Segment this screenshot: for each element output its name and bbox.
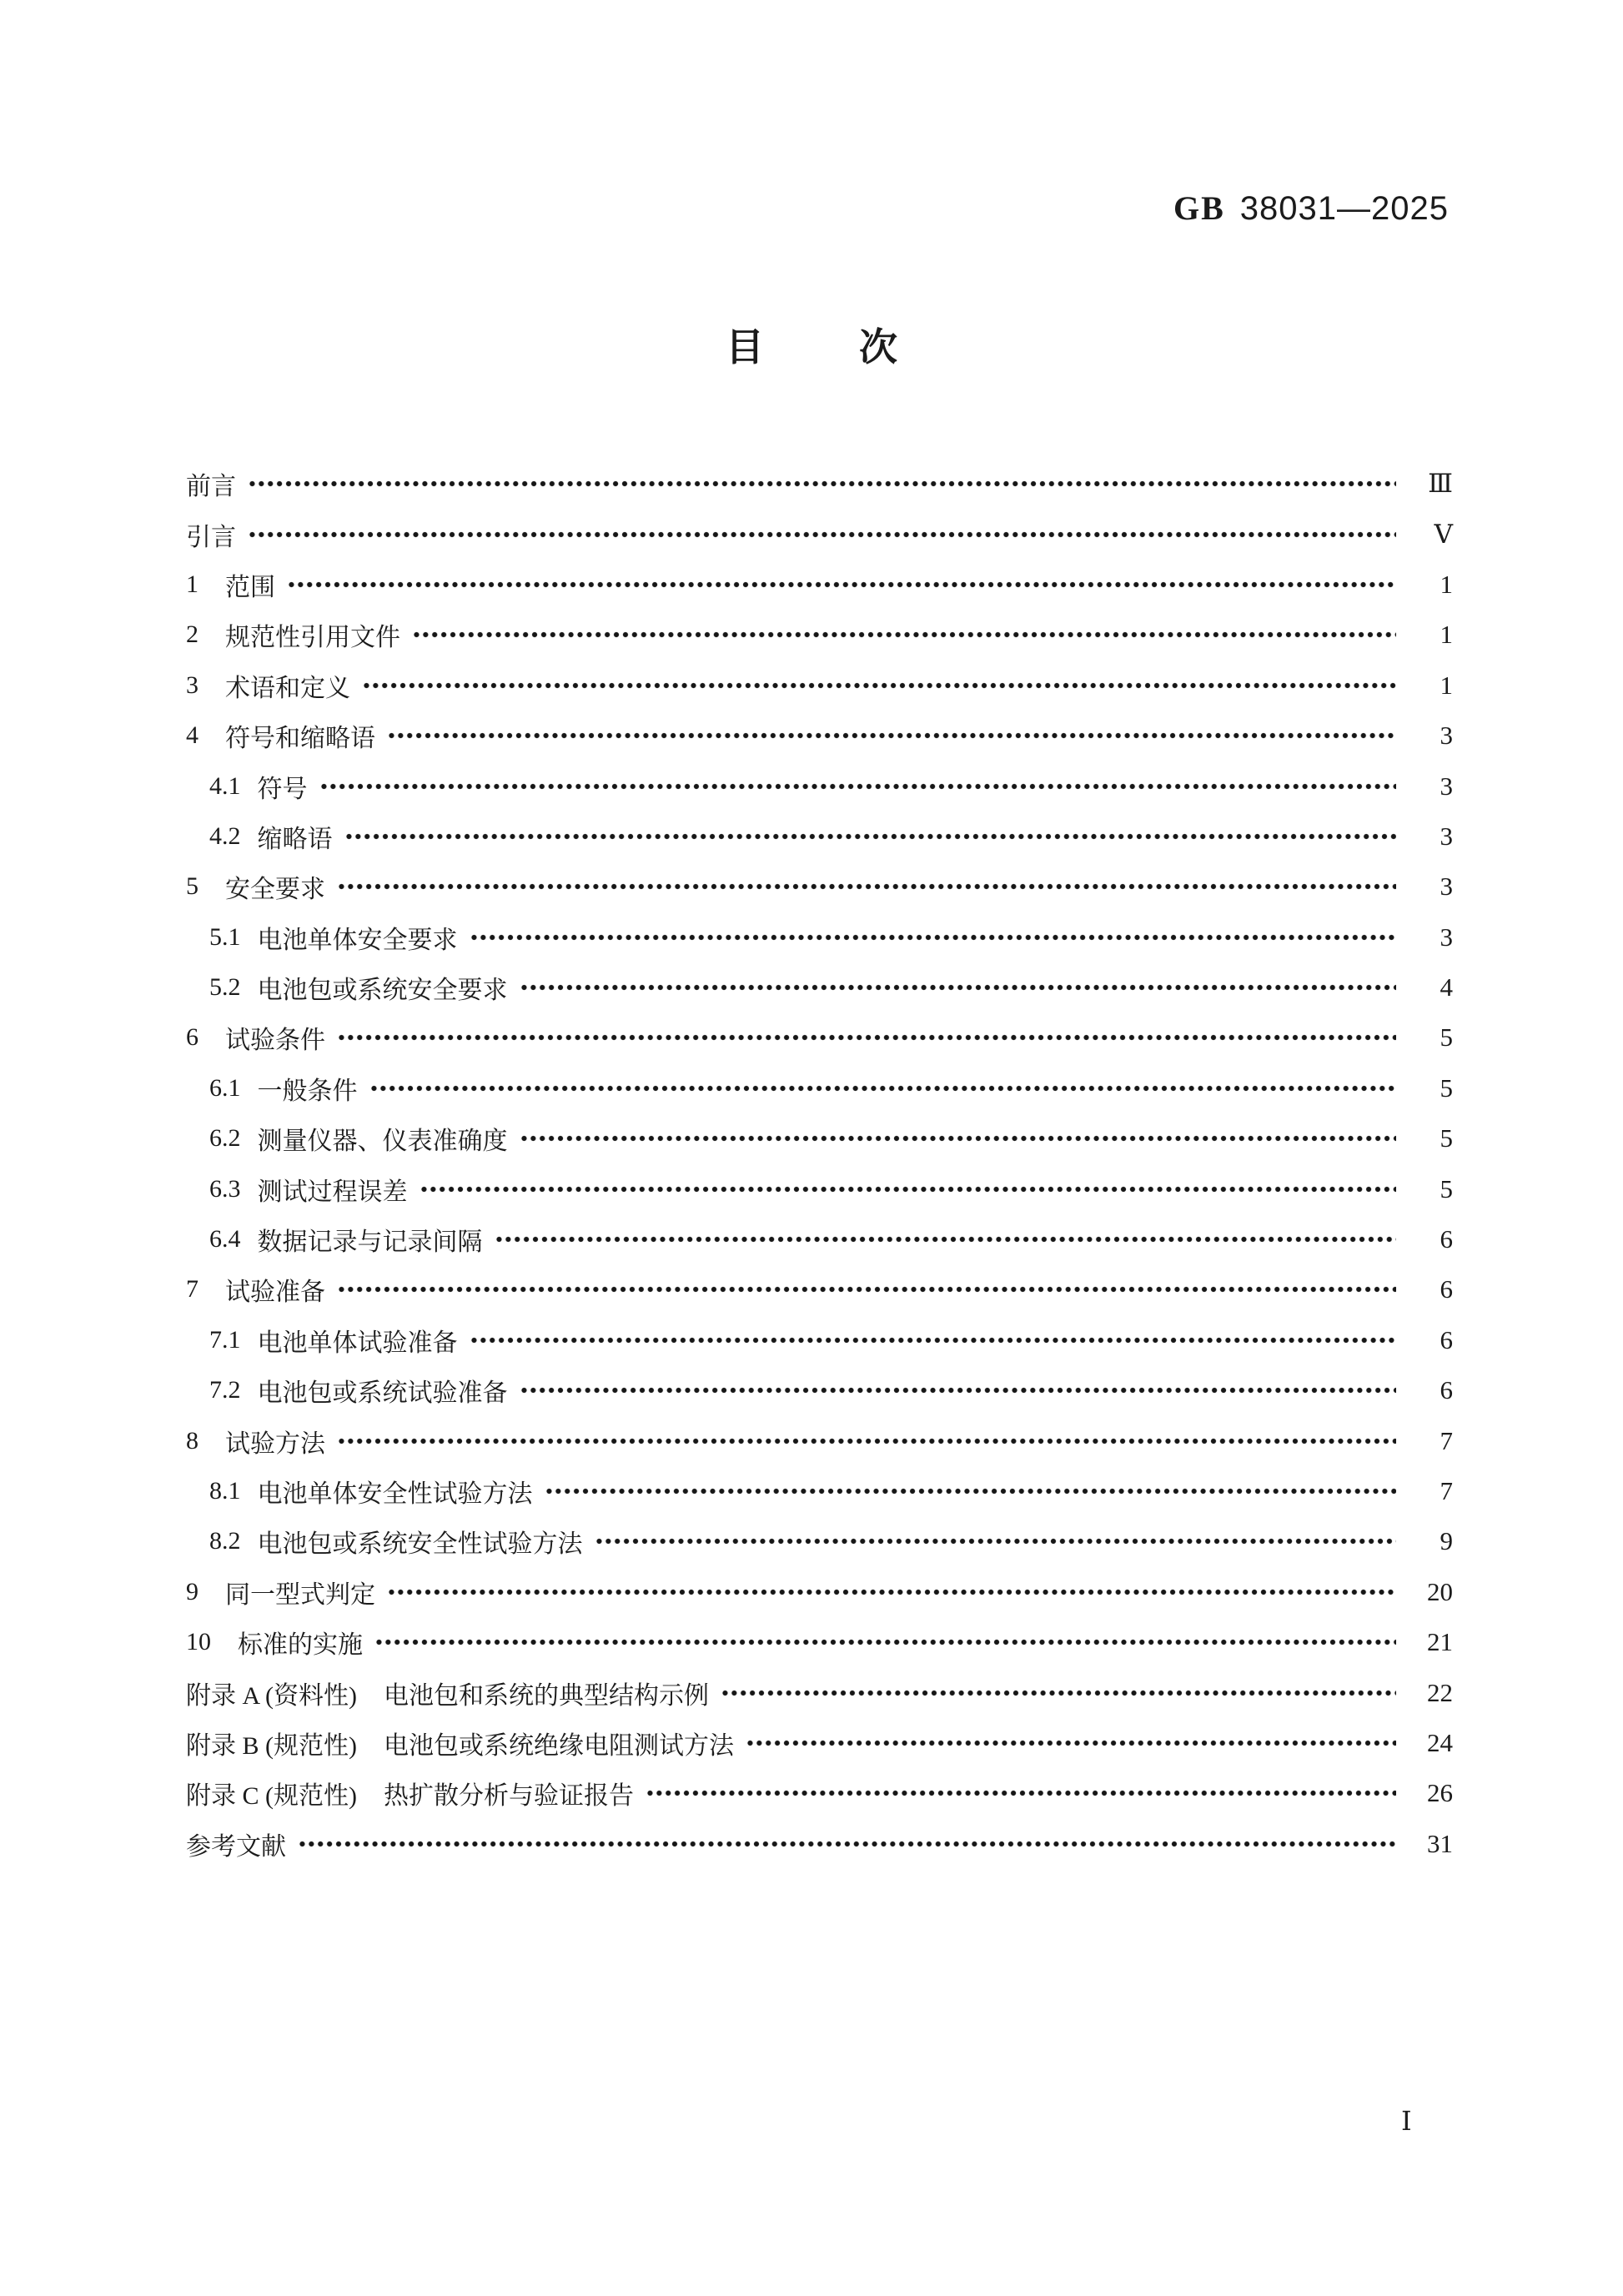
toc-entry-page: 3 [1440,821,1453,851]
toc-entry-label: 标准的实施 [238,1631,363,1660]
toc-entry [186,1667,1453,1717]
page-title-char-first: 目 [726,325,764,369]
toc-entry-label: 电池单体安全要求 [257,926,458,954]
standard-code-prefix: GB [1173,189,1225,227]
toc-entry [186,1264,1453,1314]
toc-dot-leader [470,1327,1397,1354]
toc-entry-label: 电池包或系统安全性试验方法 [257,1530,583,1559]
toc-entry [186,1466,1453,1516]
toc-entry-label: 参考文献 [186,1832,286,1861]
toc-dot-leader [287,571,1396,598]
toc-dot-leader [248,470,1396,497]
toc-entry-number: 10 [186,1628,211,1656]
toc-entry [186,560,1453,610]
toc-list [186,459,1453,1869]
toc-entry-label: 电池包或系统安全要求 [257,977,508,1005]
toc-entry-page: 6 [1440,1375,1453,1405]
toc-entry-page: 3 [1440,922,1453,952]
toc-entry-number: 6.1 [209,1073,241,1102]
toc-entry [186,1516,1453,1566]
toc-dot-leader [387,1579,1396,1605]
toc-entry-label: 数据记录与记录间隔 [257,1228,483,1257]
toc-entry-number: 6.3 [209,1174,241,1203]
toc-entry-number: 6.2 [209,1124,241,1153]
toc-dot-leader [520,974,1397,1001]
toc-entry-page: 21 [1427,1627,1453,1657]
toc-entry [186,1012,1453,1063]
toc-entry [186,1617,1453,1667]
toc-entry [186,962,1453,1012]
toc-entry-page: 3 [1440,872,1453,902]
toc-entry [186,1819,1453,1869]
toc-entry-label: 试验准备 [225,1279,325,1307]
toc-entry-page: 24 [1427,1727,1453,1757]
toc-entry-number: 7.1 [209,1325,241,1354]
toc-dot-leader [545,1478,1397,1505]
toc-entry-label: 同一型式判定 [225,1580,375,1609]
toc-entry-page: 6 [1440,1324,1453,1354]
toc-entry [186,1113,1453,1163]
toc-entry-page: 1 [1440,569,1453,599]
toc-dot-leader [420,1176,1397,1203]
toc-entry [186,661,1453,711]
standard-number: 38031—2025 [1239,190,1449,227]
toc-entry-page: 6 [1440,1224,1453,1254]
toc-entry-number: 附录 A (资料性) [186,1681,357,1710]
toc-entry-label: 电池包或系统绝缘电阻测试方法 [384,1731,734,1760]
toc-entry-label: 范围 [225,573,275,601]
toc-dot-leader [387,722,1396,749]
toc-entry [186,1315,1453,1365]
toc-entry-page: 1 [1440,670,1453,700]
toc-entry-page: 31 [1427,1828,1453,1858]
toc-entry-label: 术语和定义 [225,674,350,702]
toc-dot-leader [495,1226,1397,1253]
toc-dot-leader [721,1680,1396,1706]
toc-entry-label: 试验方法 [225,1429,325,1458]
toc-entry-page: 5 [1440,1173,1453,1203]
toc-entry-page: 3 [1440,721,1453,751]
toc-entry [186,1214,1453,1264]
toc-entry-number: 1 [186,570,198,598]
toc-entry-label: 安全要求 [225,876,325,904]
toc-dot-leader [520,1125,1397,1152]
toc-entry-number: 7 [186,1275,198,1304]
toc-dot-leader [337,1428,1396,1454]
toc-entry-page: 5 [1440,1123,1453,1153]
toc-entry-page: 3 [1440,771,1453,801]
toc-entry-page: 22 [1427,1677,1453,1707]
toc-entry-label: 测试过程误差 [257,1178,408,1206]
toc-entry-page: 1 [1440,620,1453,650]
toc-entry-number: 4.1 [209,771,241,800]
toc-entry-label: 规范性引用文件 [225,624,400,652]
toc-entry-label: 热扩散分析与验证报告 [384,1782,634,1811]
page-title [0,325,1623,369]
toc-entry-number: 6.4 [209,1225,241,1254]
toc-entry [186,1415,1453,1465]
toc-entry [186,711,1453,761]
toc-dot-leader [646,1780,1396,1806]
toc-entry [186,1567,1453,1617]
toc-entry-number: 6 [186,1023,198,1052]
page-title-char-second: 次 [859,325,897,369]
toc-entry [186,811,1453,862]
toc-entry-label: 符号 [257,775,308,803]
toc-entry-number: 附录 B (规范性) [186,1731,357,1760]
toc-entry-page: 7 [1440,1425,1453,1455]
toc-entry-number: 8.1 [209,1477,241,1505]
toc-entry-page: 5 [1440,1022,1453,1053]
toc-entry [186,1163,1453,1213]
toc-entry [186,1063,1453,1113]
toc-dot-leader [746,1730,1396,1756]
toc-dot-leader [412,621,1396,648]
toc-dot-leader [595,1528,1397,1555]
toc-entry-label: 电池包或系统试验准备 [257,1379,508,1408]
toc-entry-number: 5.1 [209,922,241,951]
toc-entry [186,1718,1453,1768]
toc-dot-leader [337,873,1396,900]
toc-entry-label: 前言 [186,473,236,501]
toc-entry-page: 7 [1440,1476,1453,1505]
toc-entry-number: 2 [186,620,198,649]
toc-entry-page: 6 [1440,1274,1453,1304]
toc-dot-leader [337,1276,1396,1303]
toc-entry-label: 一般条件 [257,1077,358,1105]
toc-entry-label: 测量仪器、仪表准确度 [257,1128,508,1156]
toc-entry-number: 4 [186,721,198,750]
toc-entry [186,761,1453,811]
toc-entry-label: 试验条件 [225,1027,325,1055]
toc-entry-number: 9 [186,1577,198,1605]
standard-code-header [1173,188,1449,228]
toc-entry-page: 26 [1427,1778,1453,1808]
toc-entry [186,1365,1453,1415]
toc-entry-page: 9 [1440,1526,1453,1556]
toc-entry [186,509,1453,559]
toc-dot-leader [470,924,1397,951]
toc-entry-label: 电池单体试验准备 [257,1329,458,1357]
toc-entry-page: 5 [1440,1073,1453,1103]
toc-entry-page: Ⅲ [1428,469,1453,499]
toc-dot-leader [344,823,1397,850]
toc-entry [186,459,1453,509]
toc-entry-label: 电池单体安全性试验方法 [257,1480,533,1508]
toc-dot-leader [374,1629,1396,1655]
toc-entry-number: 5 [186,872,198,901]
toc-entry-page: Ⅴ [1434,519,1453,549]
toc-entry-number: 8.2 [209,1527,241,1555]
toc-dot-leader [248,521,1396,548]
toc-entry-label: 电池包和系统的典型结构示例 [384,1681,709,1710]
toc-dot-leader [337,1024,1396,1051]
toc-entry-number: 5.2 [209,973,241,1002]
toc-dot-leader [319,773,1397,800]
toc-entry [186,912,1453,962]
toc-dot-leader [369,1075,1397,1102]
footer-page-number: Ⅰ [1401,2106,1412,2136]
toc-entry-number: 8 [186,1426,198,1454]
toc-entry-number: 附录 C (规范性) [186,1782,357,1811]
toc-entry [186,610,1453,660]
toc-entry-page: 20 [1427,1576,1453,1606]
toc-entry-label: 引言 [186,523,236,551]
toc-entry [186,1768,1453,1818]
toc-entry-number: 4.2 [209,821,241,850]
toc-dot-leader [298,1831,1396,1857]
toc-entry-page: 4 [1440,972,1453,1002]
toc-dot-leader [362,672,1396,699]
toc-entry-label: 符号和缩略语 [225,725,375,753]
toc-dot-leader [520,1377,1397,1404]
toc-entry [186,862,1453,912]
toc-entry-number: 7.2 [209,1376,241,1404]
toc-entry-number: 3 [186,671,198,699]
toc-entry-label: 缩略语 [257,825,333,853]
